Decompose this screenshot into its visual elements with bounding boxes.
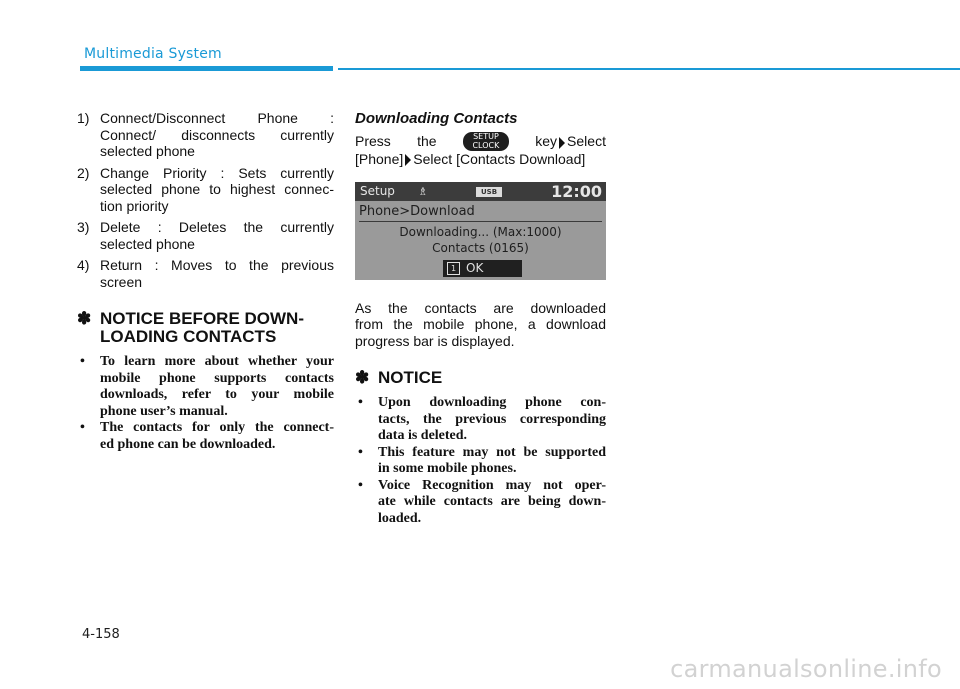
screen-contacts-count: Contacts (0165) (432, 240, 529, 255)
bullet-item (355, 445, 606, 478)
instr-word: the (417, 133, 437, 150)
bullet-icon: • (80, 354, 85, 369)
bullet-line: loaded. (378, 510, 422, 526)
desc-line: progress bar is displayed. (355, 332, 515, 349)
bullet-line: mobile phone supports contacts (100, 370, 334, 386)
list-item (77, 110, 334, 160)
notice-title-line: NOTICE (378, 368, 443, 387)
list-item (77, 219, 334, 252)
bullet-line: This feature may not be supported (378, 444, 606, 460)
instr-word: Press (355, 133, 391, 150)
notice-title-line: NOTICE BEFORE DOWN- (100, 309, 304, 328)
middle-column (355, 110, 606, 527)
instruction-line (355, 151, 606, 168)
list-item (77, 257, 334, 290)
item-line: screen (100, 273, 143, 290)
notice-heading (355, 369, 606, 387)
item-line: Connect/ disconnects currently (100, 126, 334, 143)
bullet-line: The contacts for only the connect- (100, 420, 334, 435)
screen-breadcrumb: Phone>Download (359, 203, 475, 219)
bullet-line: Voice Recognition may not oper- (378, 477, 606, 493)
bullet-line: Upon downloading phone con- (378, 395, 606, 410)
bullet-line: downloads, refer to your mobile (100, 387, 334, 402)
item-line: Connect/Disconnect Phone : (100, 110, 334, 126)
instruction (355, 132, 606, 168)
section-title: Downloading Contacts (355, 110, 518, 127)
notice-title-line: LOADING CONTACTS (100, 327, 277, 346)
phone-person-icon: ♗ (418, 184, 428, 198)
item-line: selected phone (100, 143, 195, 159)
item-number: 4) (77, 257, 90, 273)
instr-word: key (535, 133, 558, 150)
item-line: selected phone to highest connec- (100, 181, 334, 197)
item-number: 2) (77, 164, 90, 181)
description (355, 300, 606, 350)
ok-number-icon: 1 (447, 262, 460, 275)
usb-icon: USB (476, 187, 502, 197)
item-number: 1) (77, 110, 90, 126)
head-unit-screen (355, 182, 606, 280)
bullet-item (355, 478, 606, 528)
instr-word: Select [Contacts Download] (413, 151, 586, 167)
instruction-line (355, 132, 606, 151)
notice-heading (77, 310, 334, 346)
item-line: tion priority (100, 197, 169, 214)
left-column (77, 110, 334, 453)
bullet-line: tacts, the previous corresponding (378, 411, 606, 427)
header-rule (338, 68, 960, 70)
instr-word: [Phone] (355, 151, 404, 167)
screen-download-status: Downloading... (Max:1000) (399, 224, 562, 239)
desc-line: from the mobile phone, a download (355, 316, 606, 332)
header-bar (80, 66, 333, 71)
screen-clock: 12:00 (551, 181, 602, 201)
bullet-icon: • (358, 444, 363, 460)
bullet-line: data is deleted. (378, 428, 468, 443)
ok-label: OK (466, 260, 484, 275)
notice-star-icon: ✽ (77, 309, 92, 328)
key-label-bottom: CLOCK (472, 140, 500, 150)
screen-ok-button[interactable] (443, 260, 522, 277)
arrow-right-icon (559, 137, 565, 149)
notice-bullet-list (77, 354, 334, 453)
screen-tab-setup: Setup (360, 183, 395, 198)
arrow-right-icon (405, 154, 411, 166)
notice-bullet-list (355, 395, 606, 527)
bullet-icon: • (358, 477, 363, 493)
key-label-top: SETUP (473, 132, 499, 141)
screen-divider (359, 221, 602, 222)
bullet-icon: • (358, 395, 363, 410)
desc-line: As the contacts are downloaded (355, 299, 606, 316)
bullet-item (355, 395, 606, 445)
bullet-line: phone user’s manual. (100, 403, 228, 419)
bullet-line: ate while contacts are being down- (378, 494, 606, 509)
bullet-item (77, 354, 334, 420)
header-title: Multimedia System (84, 46, 222, 62)
instr-word: Select (567, 133, 606, 150)
bullet-line: in some mobile phones. (378, 461, 517, 476)
instr-key-select (535, 133, 606, 150)
item-line: Delete : Deletes the currently (100, 219, 334, 235)
item-number: 3) (77, 219, 90, 235)
item-line: Change Priority : Sets currently (100, 164, 334, 181)
bullet-line: ed phone can be downloaded. (100, 436, 276, 452)
list-item (77, 165, 334, 215)
item-line: Return : Moves to the previous (100, 257, 334, 273)
menu-description-list (77, 110, 334, 290)
notice-star-icon: ✽ (355, 368, 370, 387)
bullet-line: To learn more about whether your (100, 354, 334, 369)
bullet-icon: • (80, 420, 85, 435)
item-line: selected phone (100, 235, 195, 252)
watermark: carmanualsonline.info (670, 655, 942, 683)
setup-clock-key-icon (463, 132, 509, 151)
bullet-item (77, 420, 334, 453)
page-number: 4-158 (82, 627, 120, 642)
